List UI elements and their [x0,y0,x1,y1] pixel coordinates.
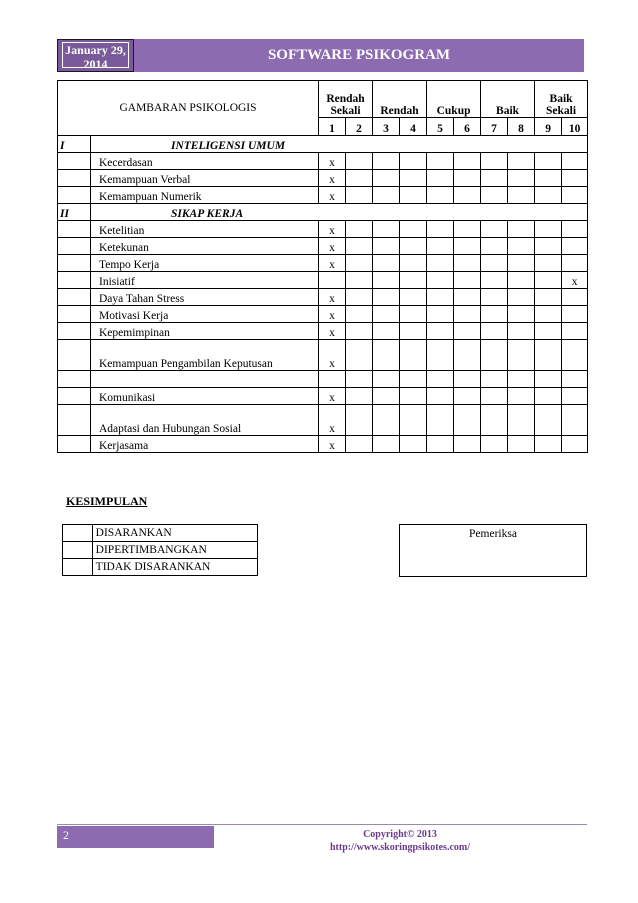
score-mark: x [562,272,588,289]
aspect-row [58,170,588,187]
score-cell [562,170,588,187]
score-cell [481,388,508,405]
score-cell [427,238,454,255]
psychogram-table [57,80,588,453]
aspect-label: Ketekunan [91,238,319,255]
examiner-label: Pemeriksa [469,528,517,540]
score-cell [454,221,481,238]
blank-cell [58,255,91,272]
score-mark: x [319,388,346,405]
section-row [58,136,588,153]
score-cell [562,306,588,323]
recommendation-row [63,525,258,542]
score-cell [562,340,588,371]
blank-cell [58,323,91,340]
score-cell [454,323,481,340]
score-cell [481,340,508,371]
score-cell [373,306,400,323]
score-header: 6 [454,118,481,136]
checkbox-cell[interactable] [63,542,93,559]
score-cell [535,272,562,289]
score-mark: x [319,153,346,170]
blank-cell [58,371,91,388]
copyright-text: Copyright© 2013 [363,829,437,840]
score-cell [454,187,481,204]
score-cell [454,306,481,323]
aspect-row [58,306,588,323]
score-mark: x [319,436,346,453]
recommendation-option: DISARANKAN [92,525,257,542]
score-mark: x [319,405,346,436]
score-cell [454,170,481,187]
score-cell [535,371,562,388]
score-cell [562,255,588,272]
score-cell [454,255,481,272]
level-header: Rendah Sekali [319,81,373,118]
recommendation-row [63,542,258,559]
score-cell [454,436,481,453]
score-cell [481,153,508,170]
score-cell [373,221,400,238]
aspect-row [58,255,588,272]
score-cell [454,272,481,289]
blank-cell [58,153,91,170]
score-cell [481,289,508,306]
blank-cell [58,340,91,371]
score-cell [427,272,454,289]
score-cell [535,323,562,340]
aspect-row [58,436,588,453]
score-cell [373,255,400,272]
header-row [58,81,588,118]
table-title-cell: GAMBARAN PSIKOLOGIS [58,81,319,136]
aspect-label: Daya Tahan Stress [91,289,319,306]
score-cell [373,388,400,405]
score-cell [427,340,454,371]
score-mark: x [319,238,346,255]
score-cell [481,436,508,453]
score-header: 7 [481,118,508,136]
score-cell [508,340,535,371]
score-cell [508,187,535,204]
score-cell [481,221,508,238]
score-cell [427,306,454,323]
website-url[interactable]: http://www.skoringpsikotes.com/ [329,842,470,853]
score-header: 2 [346,118,373,136]
section-title: INTELIGENSI UMUM [91,136,588,153]
aspect-row [58,238,588,255]
score-cell [427,255,454,272]
score-cell [481,170,508,187]
score-cell [427,153,454,170]
score-cell [346,221,373,238]
header-title-bar [134,39,584,72]
score-cell [562,289,588,306]
score-cell [481,371,508,388]
blank-cell [58,405,91,436]
checkbox-cell[interactable] [63,525,93,542]
date-text: January 29, 2014 [65,43,126,71]
footer-divider [57,824,587,825]
score-cell [400,187,427,204]
score-cell [535,405,562,436]
score-header: 5 [427,118,454,136]
aspect-label: Kepemimpinan [91,323,319,340]
score-mark: x [319,255,346,272]
score-cell [400,405,427,436]
score-cell [346,255,373,272]
score-cell [373,405,400,436]
score-cell [454,340,481,371]
score-mark: x [319,221,346,238]
score-cell [535,238,562,255]
score-cell [400,238,427,255]
score-mark: x [319,289,346,306]
score-cell [346,340,373,371]
score-cell [400,272,427,289]
score-cell [454,371,481,388]
level-header: Baik [481,81,535,118]
score-cell [508,238,535,255]
score-cell [427,221,454,238]
aspect-label: Adaptasi dan Hubungan Sosial [91,405,319,436]
score-cell [400,255,427,272]
score-cell [454,388,481,405]
score-cell [346,170,373,187]
score-cell [373,371,400,388]
page-number [57,826,214,848]
level-header: Rendah [373,81,427,118]
blank-cell [58,388,91,405]
recommendation-row [63,559,258,576]
blank-cell [58,238,91,255]
score-cell [562,388,588,405]
score-cell [400,170,427,187]
score-cell [481,272,508,289]
score-cell [373,153,400,170]
score-cell [535,153,562,170]
score-cell [508,272,535,289]
score-cell [535,289,562,306]
score-cell [346,436,373,453]
blank-cell [58,221,91,238]
score-cell [427,187,454,204]
score-cell [400,371,427,388]
score-cell [562,371,588,388]
level-header: Cukup [427,81,481,118]
blank-cell [58,272,91,289]
section-number: II [58,204,91,221]
aspect-row [58,323,588,340]
recommendation-option: DIPERTIMBANGKAN [92,542,257,559]
score-cell [562,405,588,436]
score-cell [535,436,562,453]
score-header: 10 [562,118,588,136]
score-cell [400,340,427,371]
score-mark: x [319,340,346,371]
blank-cell [58,289,91,306]
aspect-label [91,371,319,388]
aspect-row [58,272,588,289]
score-cell [508,170,535,187]
score-cell [346,306,373,323]
aspect-row [58,405,588,436]
score-cell [562,153,588,170]
score-cell [427,388,454,405]
page-number-text: 2 [63,828,69,842]
score-cell [400,306,427,323]
score-cell [400,436,427,453]
score-cell [427,170,454,187]
score-cell [508,306,535,323]
section-title: SIKAP KERJA [91,204,588,221]
score-cell [373,436,400,453]
score-cell [454,289,481,306]
score-cell [346,272,373,289]
score-header: 8 [508,118,535,136]
aspect-label: Kerjasama [91,436,319,453]
score-cell [508,289,535,306]
recommendation-table [62,524,258,576]
score-header: 1 [319,118,346,136]
level-header: Baik Sekali [535,81,588,118]
header-date [57,39,134,72]
score-cell [373,289,400,306]
score-cell [400,289,427,306]
blank-cell [58,170,91,187]
score-cell [481,405,508,436]
score-cell [373,187,400,204]
score-cell [535,388,562,405]
score-cell [562,238,588,255]
score-cell [508,323,535,340]
aspect-label: Kemampuan Numerik [91,187,319,204]
aspect-row [58,388,588,405]
aspect-label: Inisiatif [91,272,319,289]
aspect-row [58,340,588,371]
page-title: SOFTWARE PSIKOGRAM [267,47,451,63]
score-cell [535,170,562,187]
aspect-label: Tempo Kerja [91,255,319,272]
aspect-row [58,221,588,238]
blank-cell [58,187,91,204]
score-cell [346,238,373,255]
score-cell [535,221,562,238]
score-cell [373,340,400,371]
score-cell [427,436,454,453]
checkbox-cell[interactable] [63,559,93,576]
section-row [58,204,588,221]
score-cell [481,187,508,204]
score-cell [454,405,481,436]
score-mark: x [319,170,346,187]
score-cell [400,323,427,340]
recommendation-option: TIDAK DISARANKAN [92,559,257,576]
score-cell [427,371,454,388]
score-cell [562,323,588,340]
score-cell [481,255,508,272]
score-cell [346,323,373,340]
score-mark: x [319,306,346,323]
score-cell [535,255,562,272]
aspect-label: Motivasi Kerja [91,306,319,323]
score-cell [535,306,562,323]
score-cell [481,238,508,255]
aspect-label: Kemampuan Pengambilan Keputusan [91,340,319,371]
score-cell [427,323,454,340]
aspect-label: Ketelitian [91,221,319,238]
score-header: 3 [373,118,400,136]
score-mark: x [319,187,346,204]
score-cell [508,405,535,436]
score-cell [508,153,535,170]
score-cell [319,371,346,388]
score-cell [373,238,400,255]
score-cell [373,272,400,289]
footer-copyright [300,828,500,854]
blank-cell [58,436,91,453]
score-cell [535,187,562,204]
separator-row [58,371,588,388]
score-cell [319,272,346,289]
score-cell [400,388,427,405]
score-header: 9 [535,118,562,136]
score-cell [427,289,454,306]
score-cell [508,255,535,272]
score-header: 4 [400,118,427,136]
examiner-box [399,524,587,577]
aspect-row [58,289,588,306]
score-cell [373,170,400,187]
score-cell [508,371,535,388]
score-cell [346,405,373,436]
section-number: I [58,136,91,153]
aspect-label: Komunikasi [91,388,319,405]
score-cell [427,405,454,436]
aspect-label: Kecerdasan [91,153,319,170]
score-cell [346,388,373,405]
score-cell [400,221,427,238]
blank-cell [58,306,91,323]
score-cell [535,340,562,371]
aspect-label: Kemampuan Verbal [91,170,319,187]
score-cell [562,221,588,238]
score-cell [481,323,508,340]
aspect-row [58,187,588,204]
score-cell [562,436,588,453]
score-cell [346,371,373,388]
score-cell [481,306,508,323]
score-cell [454,238,481,255]
score-mark: x [319,323,346,340]
aspect-row [58,153,588,170]
score-cell [562,187,588,204]
score-cell [454,153,481,170]
score-cell [400,153,427,170]
score-cell [508,388,535,405]
conclusion-title: KESIMPULAN [66,494,148,508]
score-cell [508,436,535,453]
score-cell [346,289,373,306]
score-cell [508,221,535,238]
score-cell [346,187,373,204]
score-cell [346,153,373,170]
score-cell [373,323,400,340]
